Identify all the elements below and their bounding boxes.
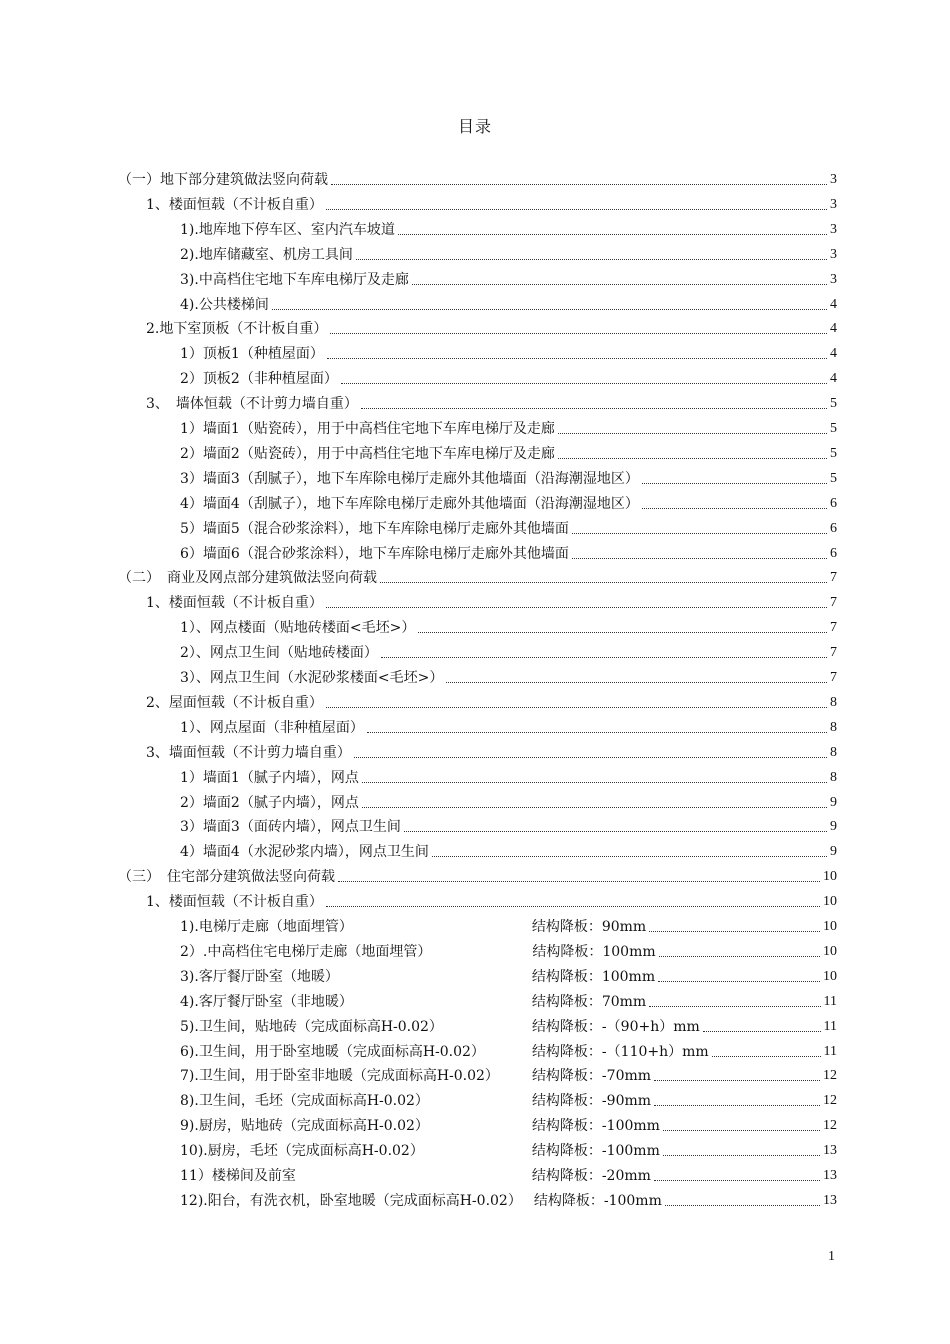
- toc-entry-title: 5）墙面5（混合砂浆涂料），地下车库除电梯厅走廊外其他墙面: [180, 520, 569, 537]
- toc-entry[interactable]: [180, 1062, 837, 1086]
- toc-entry-page: 4: [830, 296, 837, 312]
- dot-leader: [412, 284, 827, 285]
- toc-entry-page: 7: [830, 670, 837, 685]
- toc-entry-page: 4: [830, 346, 837, 362]
- toc-entry[interactable]: [146, 191, 837, 215]
- dot-leader: [356, 259, 827, 260]
- toc-entry-title: 5).卫生间，贴地砖（完成面标高H-0.02）: [180, 1018, 443, 1035]
- dot-leader: [659, 956, 820, 957]
- toc-entry-note: 结构降板：100mm: [532, 943, 656, 960]
- toc-entry[interactable]: [180, 291, 837, 315]
- toc-entry[interactable]: [180, 415, 837, 439]
- toc-entry-title: 2）顶板2（非种植屋面）: [180, 371, 338, 388]
- toc-entry-title: 1）墙面1（腻子内墙），网点: [180, 769, 359, 786]
- dot-leader: [654, 1105, 820, 1106]
- dot-leader: [326, 707, 827, 708]
- dot-leader: [654, 1180, 820, 1181]
- toc-entry-page: 4: [830, 321, 837, 337]
- toc-entry-note: 结构降板：-（110+h）mm: [531, 1043, 709, 1060]
- toc-entry-page: 3: [830, 172, 837, 187]
- dot-leader: [654, 1080, 820, 1081]
- toc-entry-title: 2、屋面恒载（不计板自重）: [146, 694, 323, 711]
- toc-entry-page: 6: [830, 545, 837, 561]
- dot-leader: [367, 732, 827, 733]
- toc-entry-page: 10: [823, 894, 837, 910]
- toc-entry-page: 8: [830, 719, 837, 735]
- dot-leader: [362, 782, 827, 783]
- toc-entry-title: （一）地下部分建筑做法竖向荷载: [118, 172, 328, 188]
- toc-entry[interactable]: [118, 564, 837, 588]
- toc-entry-title: 9).厨房，贴地砖（完成面标高H-0.02）: [180, 1118, 429, 1135]
- dot-leader: [432, 856, 827, 857]
- toc-entry-page: 10: [823, 943, 837, 959]
- dot-leader: [326, 607, 827, 608]
- dot-leader: [398, 234, 827, 235]
- toc-entry-note: 结构降板：-100mm: [531, 1143, 660, 1160]
- toc-entry-page: 6: [830, 520, 837, 536]
- dot-leader: [326, 209, 827, 210]
- dot-leader: [326, 906, 820, 907]
- toc-entry-page: 5: [830, 421, 837, 436]
- toc-entry-page: 7: [830, 620, 837, 636]
- toc-entry-title: 10).厨房，毛坯（完成面标高H-0.02）: [180, 1143, 424, 1160]
- page-number: 1: [828, 1249, 835, 1264]
- toc-entry[interactable]: [180, 1013, 837, 1037]
- toc-entry-page: 9: [830, 844, 837, 860]
- toc-entry-title: 3).中高档住宅地下车库电梯厅及走廊: [180, 271, 409, 288]
- toc-entry-title: 6).卫生间，用于卧室地暖（完成面标高H-0.02）: [180, 1043, 485, 1060]
- toc-entry[interactable]: [180, 440, 837, 464]
- toc-entry-page: 13: [823, 1192, 837, 1208]
- toc-entry[interactable]: [118, 863, 837, 887]
- toc-entry-page: 10: [823, 869, 837, 885]
- toc-entry-title: 3、墙面恒载（不计剪力墙自重）: [146, 744, 351, 761]
- dot-leader: [663, 1130, 820, 1131]
- toc-entry-title: 7).卫生间，用于卧室非地暖（完成面标高H-0.02）: [180, 1068, 499, 1085]
- dot-leader: [642, 508, 827, 509]
- toc-entry[interactable]: [180, 1038, 837, 1062]
- toc-entry-title: 12).阳台，有洗衣机，卧室地暖（完成面标高H-0.02）: [180, 1192, 522, 1209]
- toc-entry[interactable]: [180, 714, 837, 738]
- toc-entry-page: 4: [830, 371, 837, 387]
- toc-entry-page: 7: [830, 595, 837, 611]
- toc-entry-title: 3).客厅餐厅卧室（地暖）: [180, 968, 339, 985]
- toc-entry-note: 结构降板：-90mm: [531, 1093, 652, 1110]
- dot-leader: [558, 458, 827, 459]
- toc-entry-note: 结构降板：-70mm: [531, 1068, 652, 1085]
- toc-entry-title: 3、 墙体恒载（不计剪力墙自重）: [146, 396, 358, 413]
- toc-entry-title: 1、楼面恒载（不计板自重）: [146, 894, 323, 911]
- dot-leader: [361, 408, 827, 409]
- dot-leader: [327, 358, 827, 359]
- toc-entry-page: 9: [830, 819, 837, 835]
- dot-leader: [272, 309, 827, 310]
- toc-entry-title: 4).公共楼梯间: [180, 296, 269, 313]
- toc-entry[interactable]: [180, 540, 837, 564]
- toc-entry-note: 结构降板：-100mm: [531, 1118, 660, 1135]
- toc-entry[interactable]: [180, 1087, 837, 1111]
- toc-entry[interactable]: [180, 1187, 837, 1211]
- toc-entry[interactable]: [180, 241, 837, 265]
- toc-entry-title: 2）墙面2（贴瓷砖），用于中高档住宅地下车库电梯厅及走廊: [180, 445, 555, 462]
- toc-entry[interactable]: [180, 938, 837, 962]
- toc-entry[interactable]: [146, 689, 837, 713]
- dot-leader: [658, 981, 820, 982]
- toc-entry-title: 11）楼梯间及前室: [180, 1168, 296, 1184]
- toc-entry[interactable]: [180, 340, 837, 364]
- toc-entry-page: 5: [830, 445, 837, 461]
- toc-entry-page: 12: [823, 1118, 837, 1134]
- toc-entry-title: 3）墙面3（刮腻子），地下车库除电梯厅走廊外其他墙面（沿海潮湿地区）: [180, 470, 639, 487]
- toc-entry-title: 4）墙面4（刮腻子），地下车库除电梯厅走廊外其他墙面（沿海潮湿地区）: [180, 495, 639, 512]
- toc-entry-title: 2）墙面2（腻子内墙），网点: [180, 794, 359, 811]
- toc-entry-title: 2).地库储藏室、机房工具间: [180, 246, 353, 263]
- toc-entry-page: 9: [830, 794, 837, 810]
- dot-leader: [649, 1006, 820, 1007]
- dot-leader: [642, 483, 827, 484]
- toc-entry[interactable]: [180, 789, 837, 813]
- toc-entry[interactable]: [180, 490, 837, 514]
- toc-entry[interactable]: [180, 664, 837, 688]
- dot-leader: [572, 533, 827, 534]
- toc-entry[interactable]: [180, 266, 837, 290]
- toc-entry-page: 11: [823, 1043, 837, 1059]
- toc-entry-title: 4）墙面4（水泥砂浆内墙），网点卫生间: [180, 844, 429, 861]
- toc-entry-page: 3: [830, 271, 837, 287]
- toc-entry[interactable]: [146, 739, 837, 763]
- toc-entry-note: 结构降板：-20mm: [531, 1168, 651, 1184]
- toc-entry-page: 12: [823, 1068, 837, 1084]
- toc-entry-title: （三） 住宅部分建筑做法竖向荷载: [118, 869, 335, 886]
- dot-leader: [572, 558, 827, 559]
- toc-entry-page: 3: [830, 221, 837, 237]
- toc-entry[interactable]: [146, 589, 837, 613]
- toc-entry-title: 1、楼面恒载（不计板自重）: [146, 196, 323, 213]
- toc-entry[interactable]: [180, 465, 837, 489]
- toc-entry[interactable]: [180, 913, 837, 937]
- toc-entry-page: 7: [830, 645, 837, 661]
- toc-entry-note: 结构降板：-（90+h）mm: [531, 1018, 700, 1035]
- toc-entry[interactable]: [180, 639, 837, 663]
- toc-entry[interactable]: [118, 166, 837, 190]
- toc-entry-note: 结构降板：70mm: [531, 993, 647, 1010]
- toc-entry-note: 结构降板：90mm: [531, 919, 647, 935]
- toc-entry[interactable]: [180, 988, 837, 1012]
- toc-entry-title: 2）.中高档住宅电梯厅走廊（地面埋管）: [180, 943, 432, 960]
- toc-entry-title: 2）、网点卫生间（贴地砖楼面）: [180, 645, 378, 662]
- toc-entry-page: 11: [823, 993, 837, 1009]
- dot-leader: [665, 1205, 820, 1206]
- toc-entry[interactable]: [180, 838, 837, 862]
- toc-entry[interactable]: [180, 1162, 837, 1186]
- dot-leader: [338, 881, 820, 882]
- dot-leader: [663, 1155, 820, 1156]
- dot-leader: [341, 383, 827, 384]
- toc-entry-page: 11: [823, 1018, 837, 1034]
- dot-leader: [649, 931, 820, 932]
- dot-leader: [446, 682, 827, 683]
- toc-entry-title: 1）、网点楼面（贴地砖楼面<毛坯>）: [180, 620, 416, 637]
- toc-entry-title: 3）墙面3（面砖内墙），网点卫生间: [180, 819, 401, 836]
- dot-leader: [404, 831, 827, 832]
- dot-leader: [330, 333, 827, 334]
- toc-entry-note: 结构降板：100mm: [531, 968, 656, 985]
- toc-entry-title: 4).客厅餐厅卧室（非地暖）: [180, 993, 353, 1010]
- toc-entry-page: 3: [830, 246, 837, 262]
- toc-entry-title: 1、楼面恒载（不计板自重）: [146, 595, 323, 612]
- dot-leader: [418, 632, 827, 633]
- toc-entry[interactable]: [180, 813, 837, 837]
- toc-entry[interactable]: [180, 365, 837, 389]
- toc-entry-title: （二） 商业及网点部分建筑做法竖向荷载: [118, 570, 377, 587]
- toc-entry-page: 10: [823, 968, 837, 984]
- toc-entry-note: 结构降板：-100mm: [533, 1192, 662, 1209]
- toc-entry-page: 10: [823, 919, 837, 934]
- toc-entry-page: 5: [830, 470, 837, 486]
- toc-entry-page: 12: [823, 1093, 837, 1109]
- toc-entry-page: 8: [830, 694, 837, 710]
- dot-leader: [380, 582, 827, 583]
- toc-entry-title: 6）墙面6（混合砂浆涂料），地下车库除电梯厅走廊外其他墙面: [180, 545, 569, 562]
- toc-entry[interactable]: [180, 614, 837, 638]
- toc-entry-page: 7: [830, 570, 837, 586]
- toc-entry[interactable]: [180, 216, 837, 240]
- toc-entry[interactable]: [180, 1112, 837, 1136]
- dot-leader: [362, 807, 827, 808]
- toc-entry-page: 3: [830, 196, 837, 212]
- toc-entry[interactable]: [146, 888, 837, 912]
- toc-entry[interactable]: [180, 963, 837, 987]
- toc-entry-page: 6: [830, 495, 837, 511]
- toc-entry-title: 1）、网点屋面（非种植屋面）: [180, 719, 364, 736]
- toc-entry-page: 13: [823, 1143, 837, 1159]
- toc-entry-title: 1).电梯厅走廊（地面埋管）: [180, 919, 353, 935]
- toc-entry-page: 8: [830, 744, 837, 760]
- dot-leader: [354, 757, 827, 758]
- toc-entry-title: 3）、网点卫生间（水泥砂浆楼面<毛坯>）: [180, 670, 444, 686]
- toc-entry-title: 2.地下室顶板（不计板自重）: [146, 321, 328, 338]
- toc-entry-page: 5: [830, 396, 837, 412]
- toc-entry-title: 1).地库地下停车区、室内汽车坡道: [180, 221, 395, 238]
- dot-leader: [381, 657, 827, 658]
- toc-entry-title: 8).卫生间，毛坯（完成面标高H-0.02）: [180, 1093, 429, 1110]
- toc-entry[interactable]: [180, 1137, 837, 1161]
- toc-entry-page: 13: [823, 1168, 837, 1183]
- toc-entry[interactable]: [180, 764, 837, 788]
- toc-entry[interactable]: [146, 315, 837, 339]
- page-title: 目录: [457, 117, 492, 136]
- toc-entry-title: 1）顶板1（种植屋面）: [180, 346, 324, 363]
- dot-leader: [331, 184, 827, 185]
- dot-leader: [558, 433, 827, 434]
- dot-leader: [712, 1056, 821, 1057]
- toc-entry[interactable]: [146, 390, 837, 414]
- dot-leader: [703, 1031, 821, 1032]
- toc-entry-title: 1）墙面1（贴瓷砖），用于中高档住宅地下车库电梯厅及走廊: [180, 421, 555, 437]
- toc-entry-page: 8: [830, 769, 837, 785]
- toc-entry[interactable]: [180, 515, 837, 539]
